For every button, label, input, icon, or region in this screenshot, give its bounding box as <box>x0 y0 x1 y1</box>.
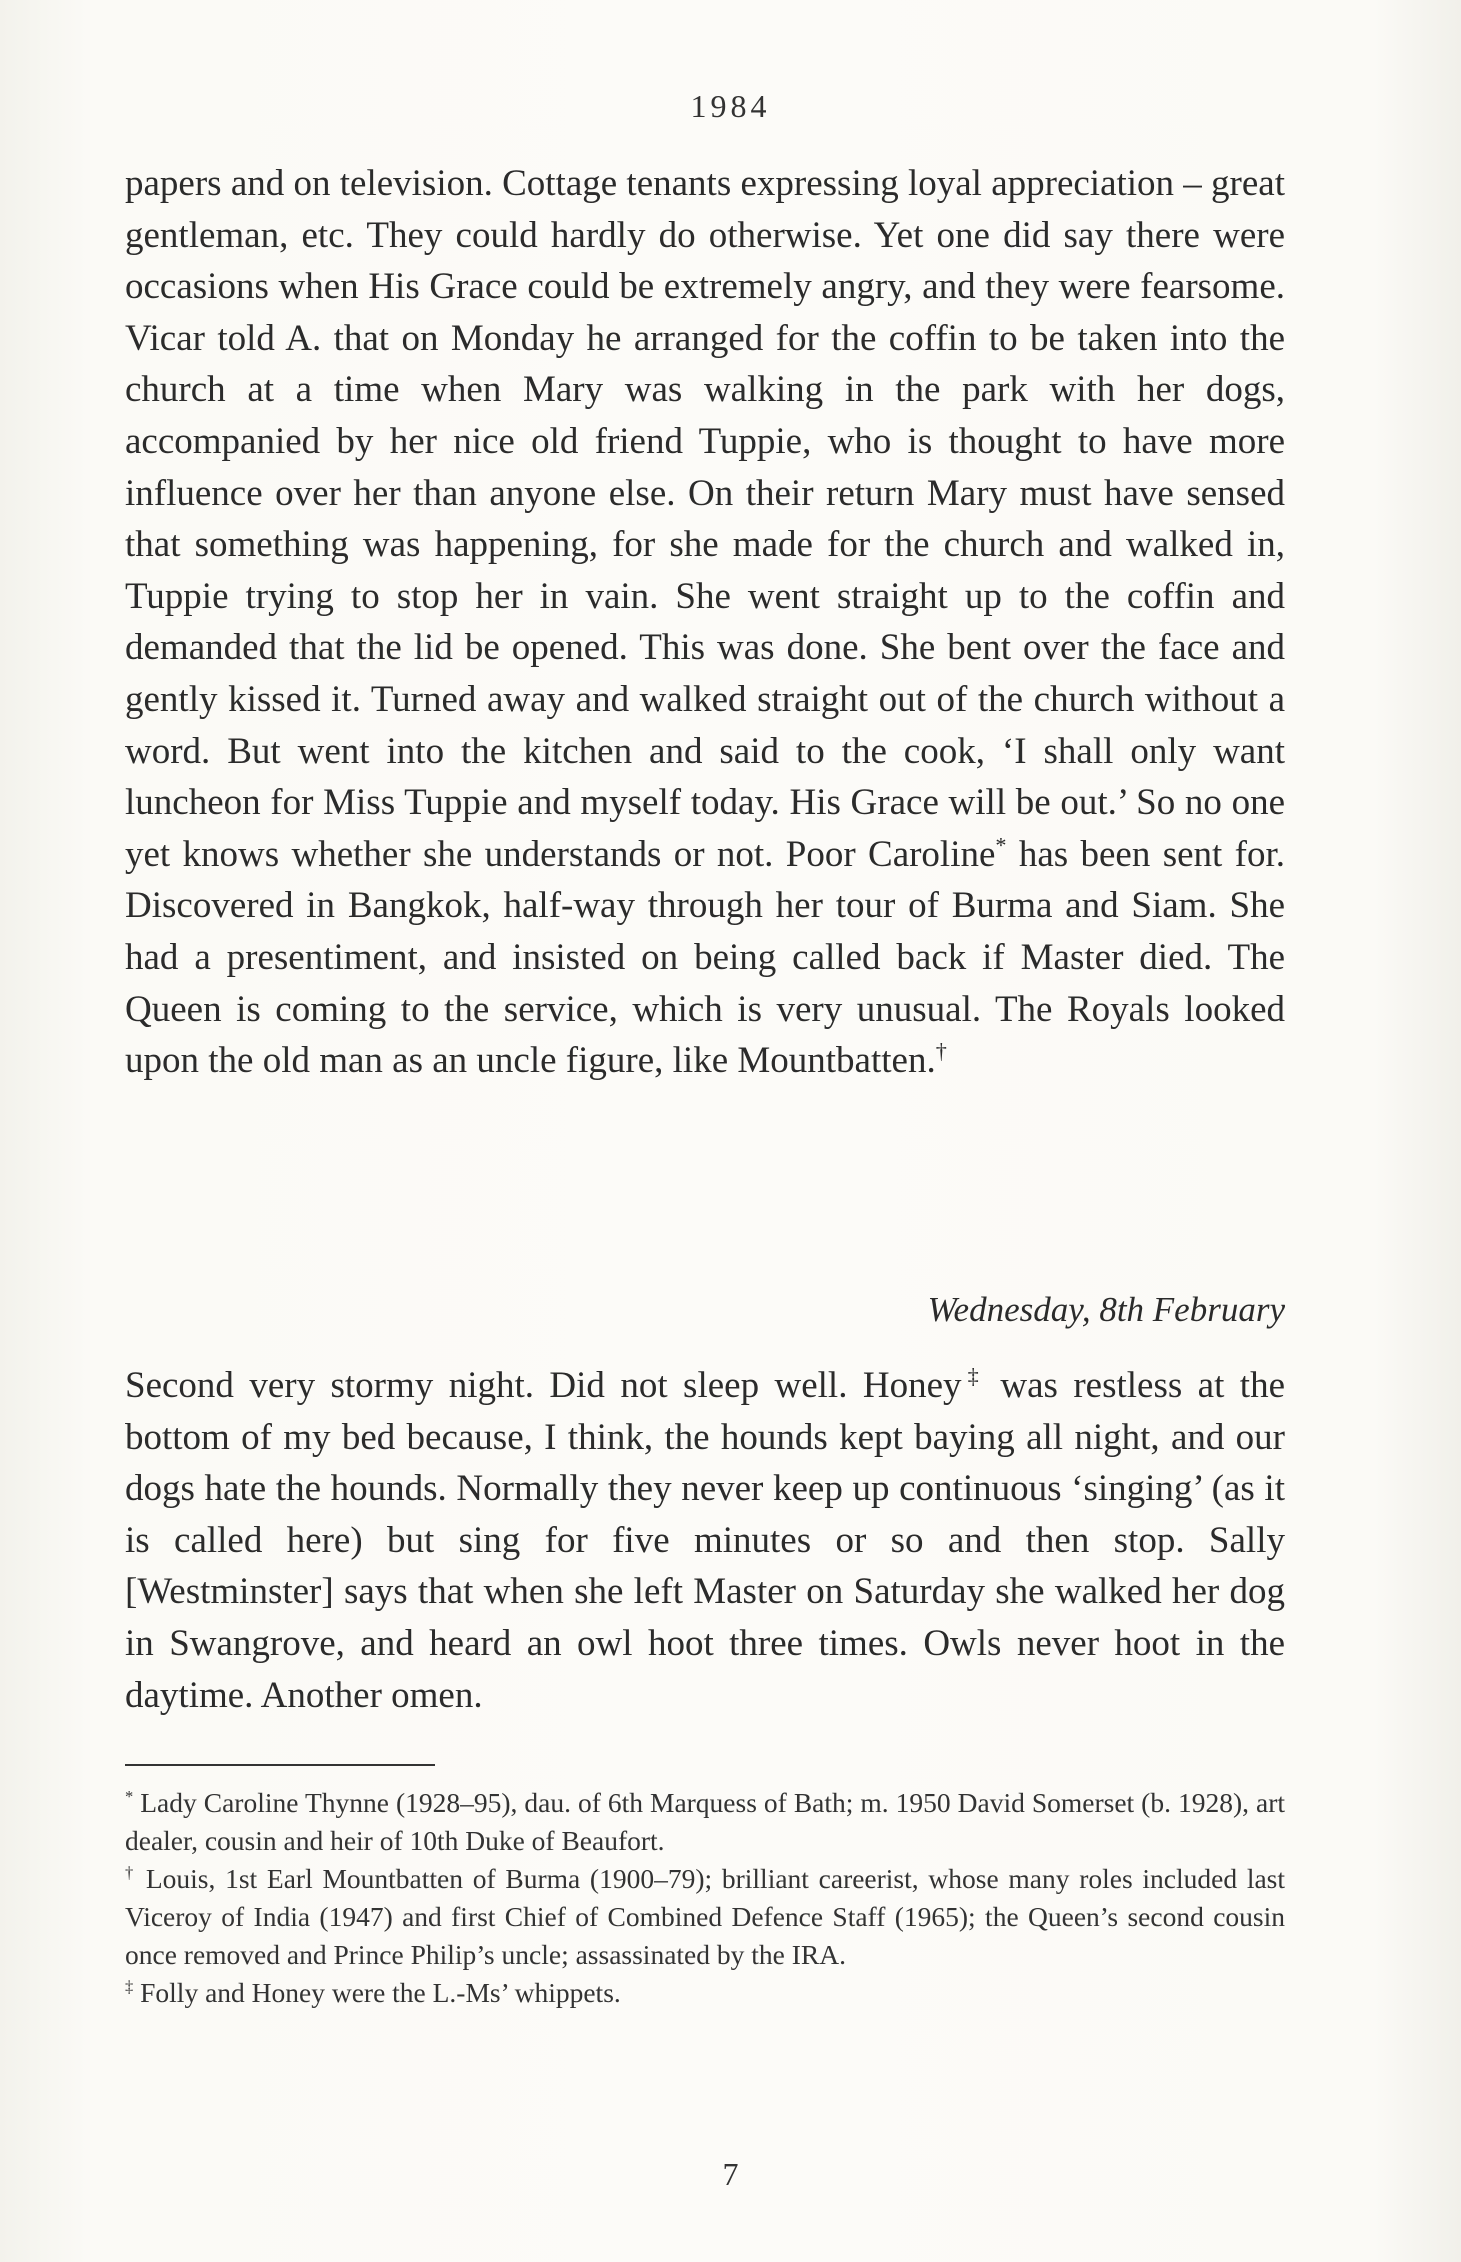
paragraph-text: Second very stormy night. Did not sleep well. Honey <box>125 1365 962 1406</box>
footnote-text: Louis, 1st Earl Mountbatten of Burma (1900–79); brilliant careerist, whose many roles included last Viceroy of India (1947) and first Chief of Combined Defence Staff (1965); the Queen’s second cousin once removed and Prince Philip’s uncle; assassinated by the IRA. <box>125 1863 1286 1970</box>
footnote-mark: * <box>125 1786 134 1806</box>
footnotes <box>125 1784 1285 2012</box>
footnote-mark: ‡ <box>125 1976 134 1996</box>
footnote <box>125 1784 1285 1860</box>
diary-entry <box>125 1360 1285 1721</box>
footnote-text: Folly and Honey were the L.-Ms’ whippets. <box>140 1977 621 2008</box>
footnote-reference: * <box>995 832 1007 858</box>
diary-entry-continued <box>125 158 1285 1087</box>
page-number: 7 <box>722 2156 739 2192</box>
footnote-mark: † <box>125 1862 137 1882</box>
footnote <box>125 1860 1285 1974</box>
paragraph-text: was restless at the bottom of my bed because, I think, the hounds kept baying all night, and our dogs hate the hounds. Normally they never keep up continuous ‘singing’ (as it is called here) but sing for five minutes or so and then stop. Sally [Westminster] says that when she left Master on Saturday she walked her dog in Swangrove, and heard an owl hoot three times. Owls never hoot in the daytime. Another omen. <box>125 1365 1285 1716</box>
footnote-text: Lady Caroline Thynne (1928–95), dau. of 6th Marquess of Bath; m. 1950 David Somerset (b. 1928), art dealer, cousin and heir of 10th Duke of Beaufort. <box>125 1787 1285 1856</box>
entry-dateline: Wednesday, 8th February <box>927 1290 1285 1329</box>
paragraph-text: papers and on television. Cottage tenants expressing loyal appreciation – great gentleman, etc. They could hardly do otherwise. Yet one did say there were occasions when His Grace could be extremely angry, and they were fearsome. Vicar told A. that on Monday he arranged for the coffin to be taken into the church at a time when Mary was walking in the park with her dogs, accompanied by her nice old friend Tuppie, who is thought to have more influence over her than anyone else. On their return Mary must have sensed that something was happening, for she made for the church and walked in, Tuppie trying to stop her in vain. She went straight up to the coffin and demanded that the lid be opened. This was done. She bent over the face and gently kissed it. Turned away and walked straight out of the church without a word. But went into the kitchen and said to the cook, ‘I shall only want luncheon for Miss Tuppie and myself today. His Grace will be out.’ So no one yet knows whether she understands or not. Poor Caroline <box>125 163 1286 875</box>
footnote <box>125 1974 1285 2012</box>
footnote-reference: ‡ <box>961 1363 985 1389</box>
paragraph-text: has been sent for. Discovered in Bangkok, half-way through her tour of Burma and Siam. She had a presentiment, and insisted on being called back if Master died. The Queen is coming to the service, which is very unusual. The Royals looked upon the old man as an uncle figure, like Mountbatten. <box>125 833 1285 1082</box>
body-paragraph <box>125 158 1285 1087</box>
footnote-rule <box>125 1764 435 1766</box>
running-head: 1984 <box>690 88 771 124</box>
footnote-reference: † <box>935 1038 947 1064</box>
body-paragraph <box>125 1360 1285 1721</box>
